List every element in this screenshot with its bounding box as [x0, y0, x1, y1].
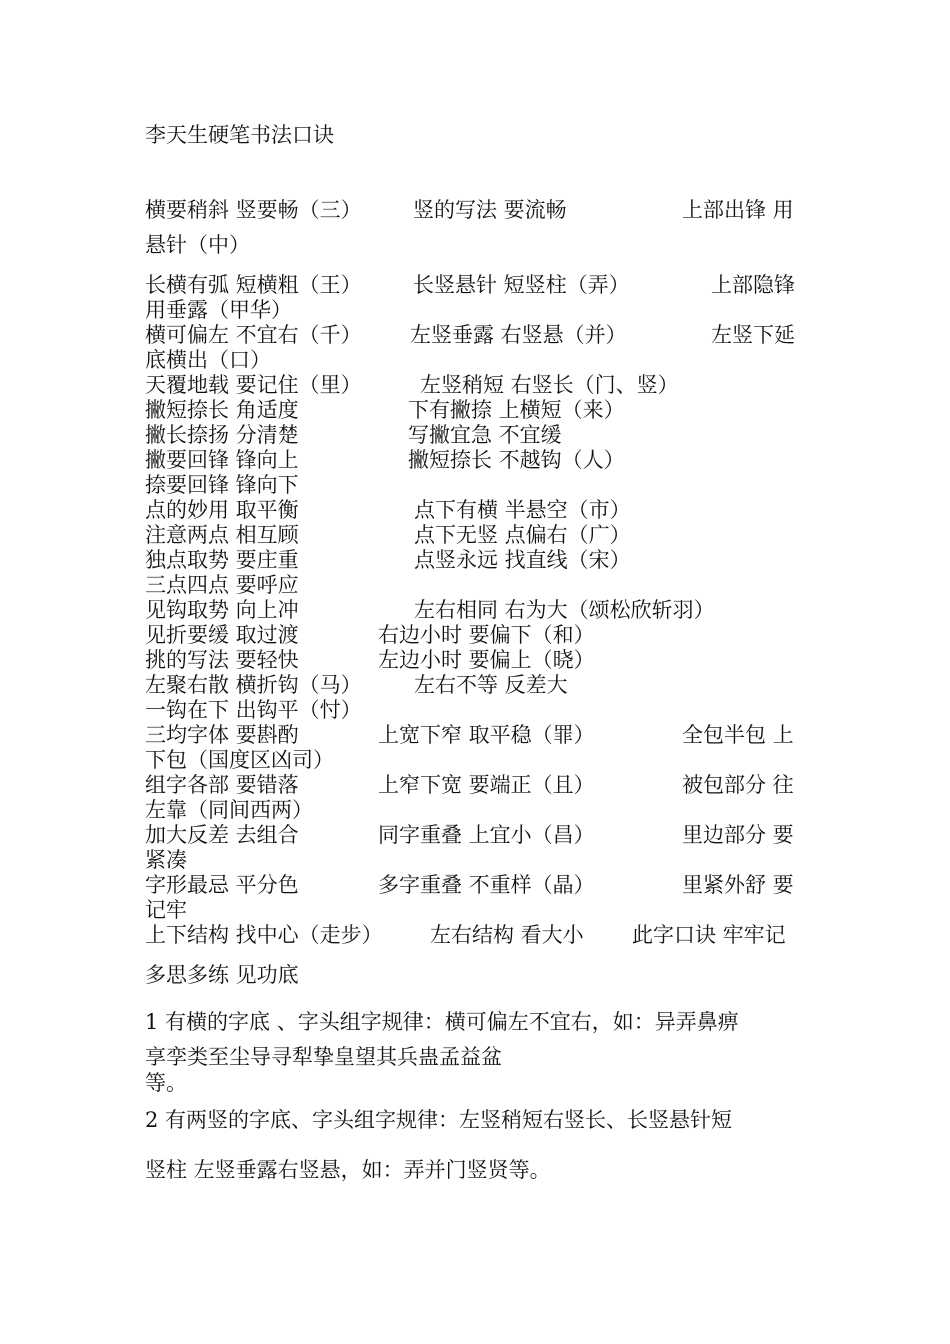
verse-cell: 上窄下宽 要端正（且）: [378, 773, 595, 797]
verse-cell: 紧凑: [145, 848, 187, 872]
verse-cell: 写撇宜急 不宜缓: [408, 423, 562, 447]
verse-cell: 被包部分 往: [682, 773, 794, 797]
verse-cell: 捺要回锋 锋向下: [145, 473, 299, 497]
verse-cell: 下包（国度区凶司）: [145, 748, 334, 772]
verse-cell: 下有撇捺 上横短（来）: [408, 398, 625, 422]
verse-cell: 悬针（中）: [145, 233, 250, 257]
verse-cell: 左竖垂露 右竖悬（并）: [410, 323, 627, 347]
verse-cell: 上宽下窄 取平稳（罪）: [378, 723, 595, 747]
verse-cell: 左边小时 要偏上（晓）: [378, 648, 595, 672]
verse-cell: 竖的写法 要流畅: [413, 198, 567, 222]
verse-cell: 挑的写法 要轻快: [145, 648, 299, 672]
verse-cell: 左右不等 反差大: [414, 673, 568, 697]
note-line: 1 有横的字底 、字头组字规律：横可偏左不宜右，如：异弄鼻痹: [145, 1010, 739, 1034]
verse-cell: 此字口诀 牢牢记: [632, 923, 786, 947]
verse-cell: 点竖永远 找直线（宋）: [414, 548, 631, 572]
verse-cell: 上下结构 找中心（走步）: [145, 923, 383, 947]
verse-cell: 横可偏左 不宜右（千）: [145, 323, 362, 347]
verse-cell: 撇长捺扬 分清楚: [145, 423, 299, 447]
verse-cell: 多思多练 见功底: [145, 963, 299, 987]
verse-cell: 上部隐锋: [711, 273, 795, 297]
verse-cell: 底横出（口）: [145, 348, 271, 372]
verse-cell: 左聚右散 横折钩（马）: [145, 673, 362, 697]
verse-cell: 三均字体 要斟酌: [145, 723, 299, 747]
note-line: 2 有两竖的字底、字头组字规律：左竖稍短右竖长、长竖悬针短: [145, 1108, 733, 1132]
verse-cell: 里紧外舒 要: [682, 873, 794, 897]
verse-cell: 撇短捺长 不越钩（人）: [408, 448, 625, 472]
verse-cell: 组字各部 要错落: [145, 773, 299, 797]
verse-cell: 点下无竖 点偏右（广）: [414, 523, 631, 547]
verse-cell: 注意两点 相互顾: [145, 523, 299, 547]
verse-cell: 全包半包 上: [682, 723, 794, 747]
verse-cell: 横要稍斜 竖要畅（三）: [145, 198, 362, 222]
verse-cell: 左右相同 右为大（颂松欣斩羽）: [414, 598, 715, 622]
verse-cell: 见钩取势 向上冲: [145, 598, 299, 622]
note-line: 等。: [145, 1071, 187, 1095]
verse-cell: 上部出锋 用: [682, 198, 794, 222]
verse-cell: 多字重叠 不重样（晶）: [378, 873, 595, 897]
verse-cell: 一钩在下 出钩平（忖）: [145, 698, 362, 722]
verse-cell: 见折要缓 取过渡: [145, 623, 299, 647]
note-line: 享孪类至尘导寻犁挚皇望其兵蛊孟益盆: [145, 1045, 502, 1069]
verse-cell: 独点取势 要庄重: [145, 548, 299, 572]
note-line: 竖柱 左竖垂露右竖悬，如：弄并门竖贤等。: [145, 1158, 551, 1182]
document-title: 李天生硬笔书法口诀: [145, 123, 334, 147]
verse-cell: 天覆地载 要记住（里）: [145, 373, 362, 397]
verse-cell: 点下有横 半悬空（市）: [414, 498, 631, 522]
verse-cell: 左竖稍短 右竖长（门、竖）: [420, 373, 679, 397]
verse-cell: 用垂露（甲华）: [145, 298, 292, 322]
verse-cell: 长横有弧 短横粗（王）: [145, 273, 362, 297]
verse-cell: 右边小时 要偏下（和）: [378, 623, 595, 647]
verse-cell: 点的妙用 取平衡: [145, 498, 299, 522]
verse-cell: 字形最忌 平分色: [145, 873, 299, 897]
verse-cell: 撇短捺长 角适度: [145, 398, 299, 422]
verse-cell: 左竖下延: [711, 323, 795, 347]
verse-cell: 撇要回锋 锋向上: [145, 448, 299, 472]
verse-cell: 左靠（同间西两）: [145, 798, 313, 822]
verse-cell: 长竖悬针 短竖柱（弄）: [413, 273, 630, 297]
verse-cell: 里边部分 要: [682, 823, 794, 847]
verse-cell: 加大反差 去组合: [145, 823, 299, 847]
verse-cell: 记牢: [145, 898, 187, 922]
verse-cell: 左右结构 看大小: [430, 923, 584, 947]
verse-cell: 三点四点 要呼应: [145, 573, 299, 597]
verse-cell: 同字重叠 上宜小（昌）: [378, 823, 595, 847]
